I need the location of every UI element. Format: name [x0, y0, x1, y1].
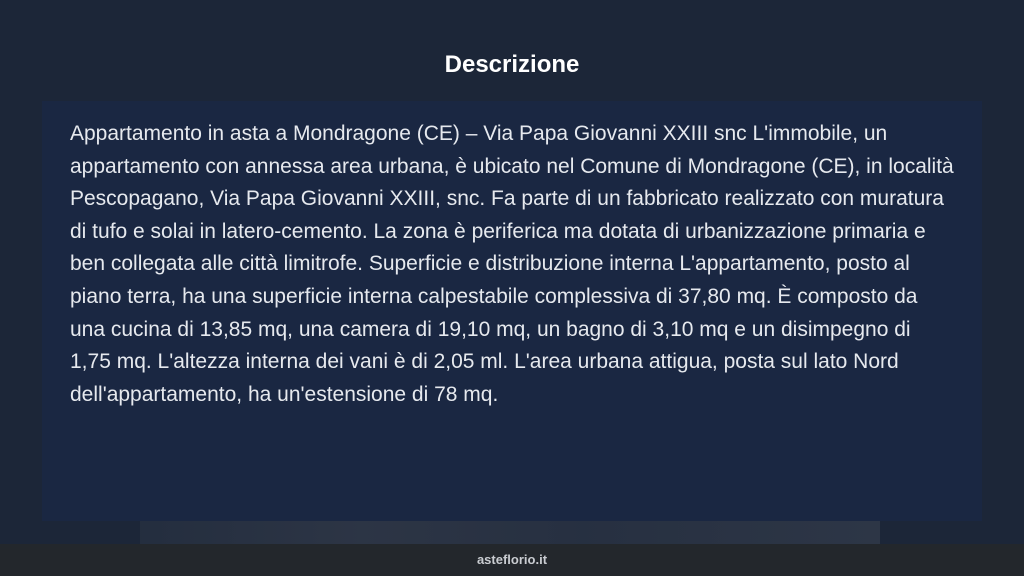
site-watermark: asteflorio.it — [476, 552, 548, 567]
footer-bar — [0, 544, 1024, 576]
description-panel — [42, 101, 982, 521]
page-title: Descrizione — [444, 51, 580, 78]
description-text: Appartamento in asta a Mondragone (CE) – Via Papa Giovanni XXIII snc L'immobile, un appartamento con annessa area urbana, è ubicato nel Comune di Mondragone (CE), in località Pescopagano, Via Papa Giovanni XXIII, snc. Fa parte di un fabbricato realizzato con muratura di tufo e solai in latero-cemento. La zona è periferica ma dotata di urbanizzazione primaria e ben collegata alle città limitrofe. Superficie e distribuzione interna L'appartamento, posto al piano terra, ha una superficie interna calpestabile complessiva di 37,80 mq. È composto da una cucina di 13,85 mq, una camera di 19,10 mq, un bagno di 3,10 mq e un disimpegno di 1,75 mq. L'altezza interna dei vani è di 2,05 ml. L'area urbana attigua, posta sul lato Nord dell'appartamento, ha un'estensione di 78 mq. — [70, 122, 954, 406]
